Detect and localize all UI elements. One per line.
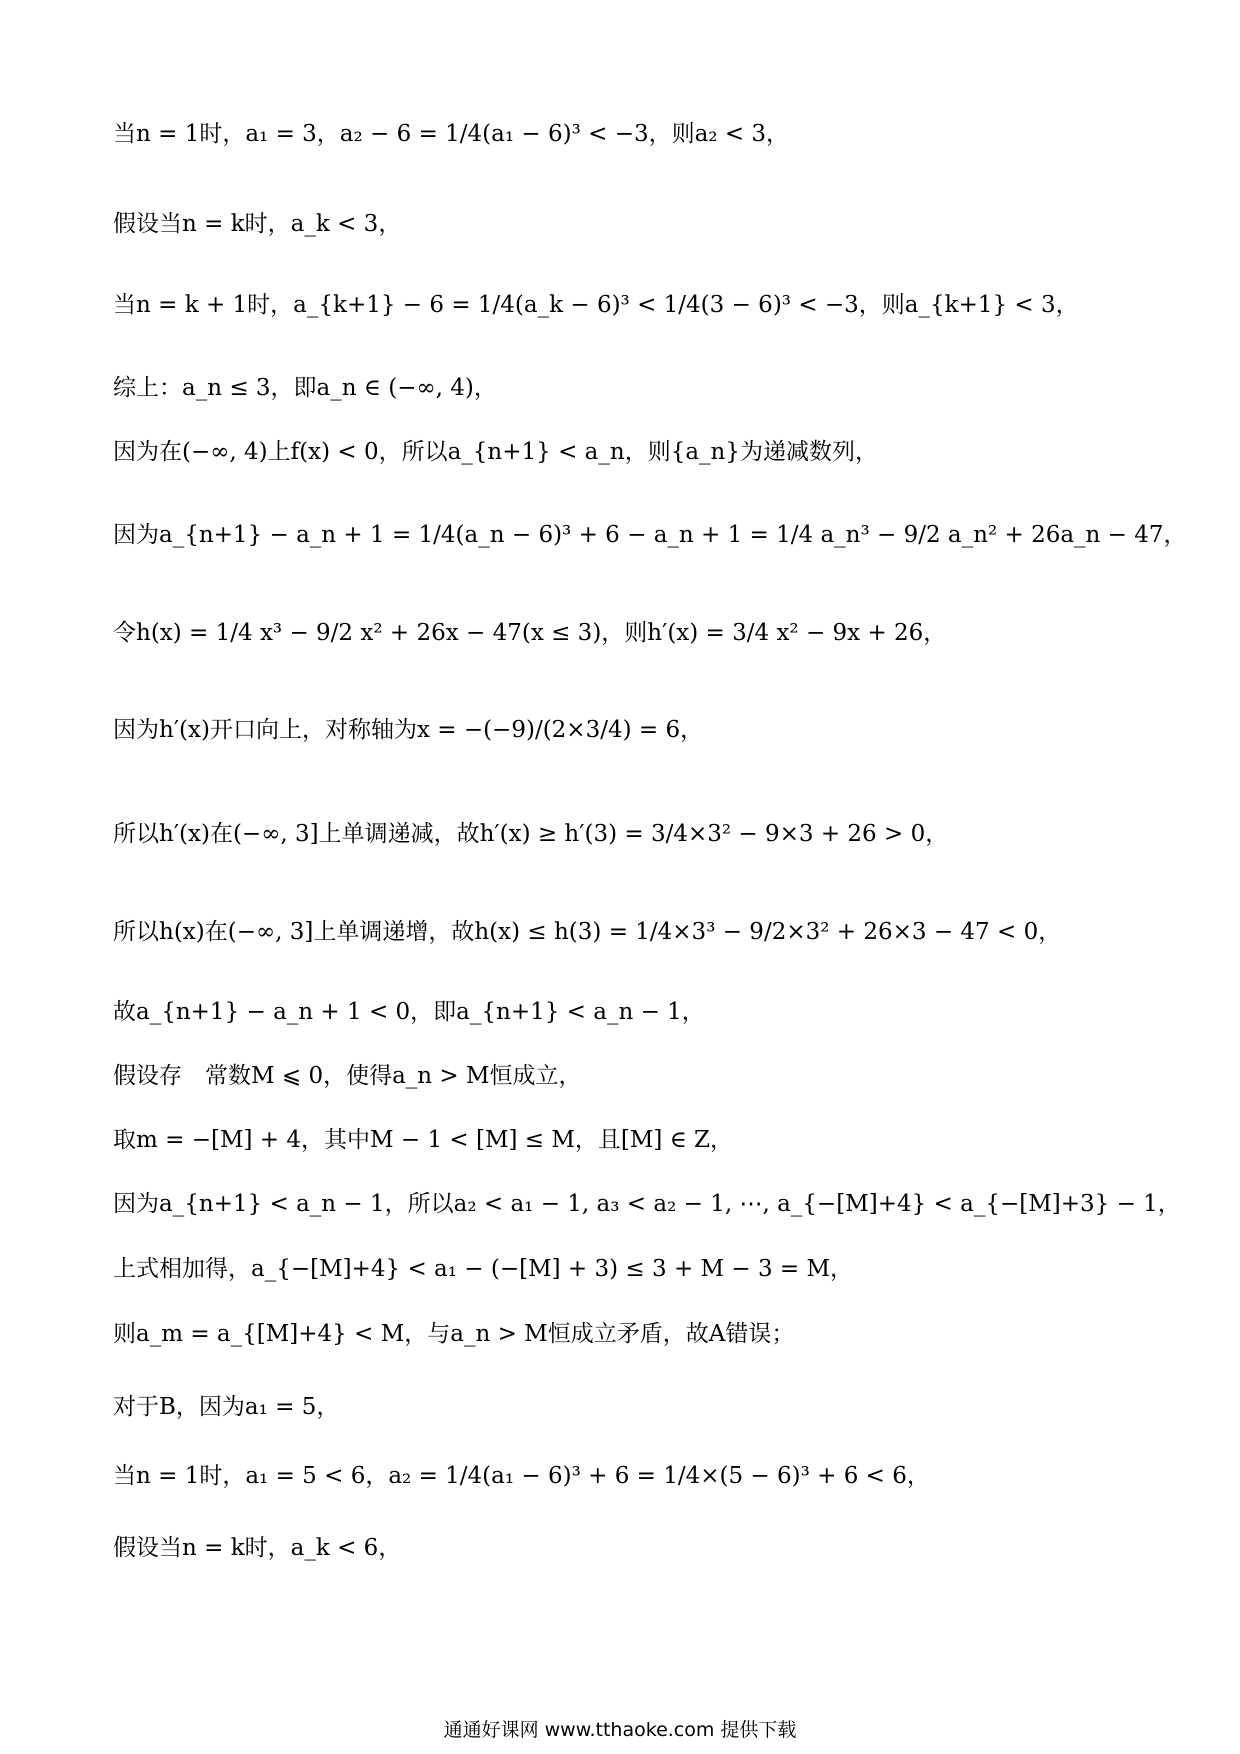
text-line: 所以h(x)在(−∞, 3]上单调递增，故h(x) ≤ h(3) = 1/4×3³ − 9/2×3² + 26×3 − 47 < 0， xyxy=(113,919,1062,945)
text-line: 因为在(−∞, 4)上f(x) < 0，所以a_{n+1} < a_n，则{a_n}为递减数列， xyxy=(113,439,878,465)
text-line: 假设存 常数M ⩽ 0，使得a_n > M恒成立， xyxy=(113,1063,582,1089)
text-line: 则a_m = a_{[M]+4} < M，与a_n > M恒成立矛盾，故A错误； xyxy=(113,1321,795,1347)
text-line: 假设当n = k时，a_k < 6， xyxy=(113,1535,402,1561)
text-line: 当n = 1时，a₁ = 3，a₂ − 6 = 1/4(a₁ − 6)³ < −3，则a₂ < 3， xyxy=(113,121,790,147)
text-line: 令h(x) = 1/4 x³ − 9/2 x² + 26x − 47(x ≤ 3)，则h′(x) = 3/4 x² − 9x + 26， xyxy=(113,620,947,646)
text-line: 上式相加得，a_{−[M]+4} < a₁ − (−[M] + 3) ≤ 3 + M − 3 = M， xyxy=(113,1256,854,1282)
text-line: 因为h′(x)开口向上，对称轴为x = −(−9)/(2×3/4) = 6， xyxy=(113,717,704,743)
text-line: 当n = k + 1时，a_{k+1} − 6 = 1/4(a_k − 6)³ < 1/4(3 − 6)³ < −3，则a_{k+1} < 3， xyxy=(113,292,1079,318)
text-line: 因为a_{n+1} − a_n + 1 = 1/4(a_n − 6)³ + 6 − a_n + 1 = 1/4 a_n³ − 9/2 a_n² + 26a_n − 47， xyxy=(113,522,1187,548)
text-line: 所以h′(x)在(−∞, 3]上单调递减，故h′(x) ≥ h′(3) = 3/4×3² − 9×3 + 26 > 0， xyxy=(113,821,949,847)
footer-text: 通通好课网 www.tthaoke.com 提供下载 xyxy=(443,1719,797,1741)
text-line: 取m = −[M] + 4，其中M − 1 < [M] ≤ M，且[M] ∈ Z， xyxy=(113,1127,734,1153)
text-line: 故a_{n+1} − a_n + 1 < 0，即a_{n+1} < a_n − 1， xyxy=(113,999,705,1025)
text-line: 假设当n = k时，a_k < 3， xyxy=(113,211,402,237)
text-line: 对于B，因为a₁ = 5， xyxy=(113,1394,340,1420)
text-line: 当n = 1时，a₁ = 5 < 6，a₂ = 1/4(a₁ − 6)³ + 6 = 1/4×(5 − 6)³ + 6 < 6， xyxy=(113,1463,930,1489)
text-line: 因为a_{n+1} < a_n − 1，所以a₂ < a₁ − 1, a₃ < a₂ − 1, ⋯, a_{−[M]+4} < a_{−[M]+3} − 1， xyxy=(113,1191,1181,1217)
text-line: 综上：a_n ≤ 3，即a_n ∈ (−∞, 4)， xyxy=(113,375,497,401)
